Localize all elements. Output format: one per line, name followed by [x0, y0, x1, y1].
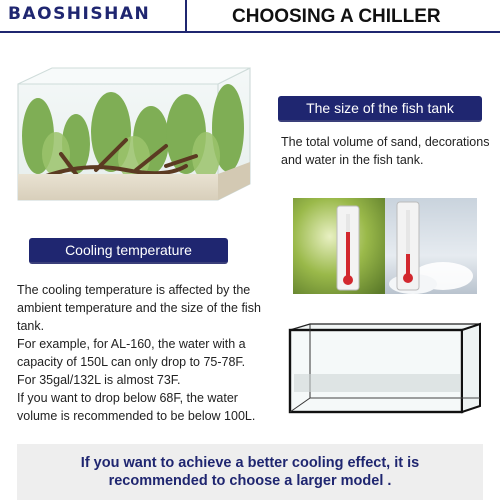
recommendation-line-2: recommended to choose a larger model .: [108, 473, 392, 489]
recommendation-banner: [17, 444, 483, 500]
header-underline-left: [0, 31, 187, 33]
cooling-paragraph-1: The cooling temperature is affected by the ambient temperature and the size of the fish tank.: [17, 283, 261, 333]
recommendation-text: [17, 454, 483, 490]
thermometer-icon-cold: [397, 202, 419, 290]
header-underline: [187, 31, 500, 33]
cooling-temperature-text: [17, 281, 275, 425]
fish-tank-size-heading: The size of the fish tank: [278, 96, 482, 122]
thermometer-photos: [293, 198, 477, 294]
recommendation-line-1: If you want to achieve a better cooling effect, it is: [80, 455, 420, 471]
cooling-paragraph-2: For example, for AL-160, the water with a capacity of 150L can only drop to 75-78F.: [17, 337, 246, 369]
cooling-paragraph-4: If you want to drop below 68F, the water volume is recommended to be below 100L.: [17, 391, 256, 423]
cooling-temperature-heading: Cooling temperature: [29, 238, 228, 264]
planted-aquarium-image: [16, 66, 252, 204]
fish-tank-size-text: The total volume of sand, decorations and water in the fish tank.: [281, 135, 490, 167]
thermometer-icon-warm: [337, 206, 359, 290]
cooling-paragraph-3: For 35gal/132L is almost 73F.: [17, 373, 181, 387]
empty-glass-tank-image: [286, 322, 482, 416]
page-title: CHOOSING A CHILLER: [232, 6, 441, 27]
brand-box: [0, 0, 187, 31]
brand-name: BAOSHISHAN: [8, 4, 151, 24]
